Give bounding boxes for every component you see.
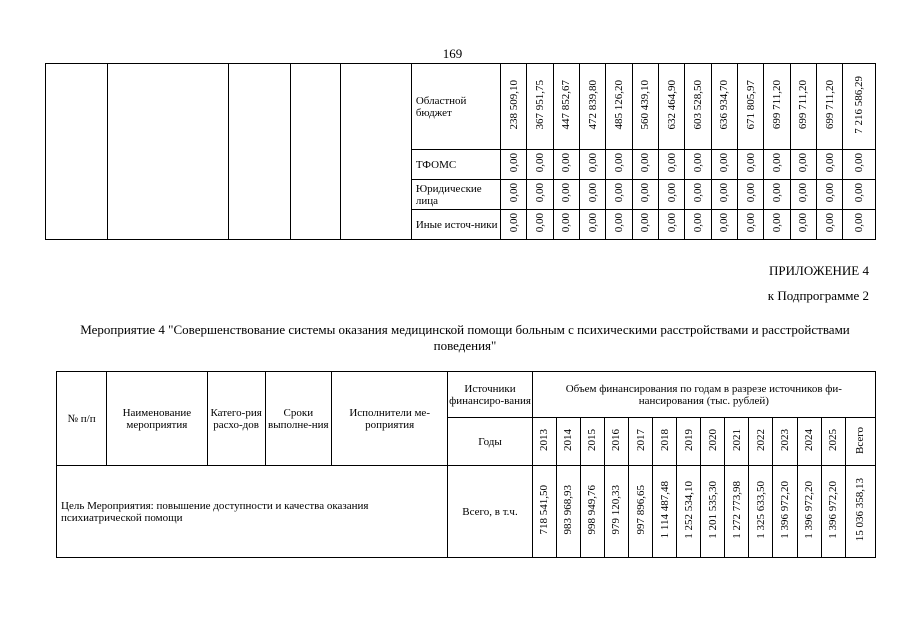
header-terms: Сроки выполне-ния xyxy=(265,372,331,466)
value-cell: 0,00 xyxy=(790,150,816,180)
value-cell: 1 201 535,30 xyxy=(701,466,725,558)
appendix-title: ПРИЛОЖЕНИЕ 4 xyxy=(769,263,869,278)
value-cell: 560 439,10 xyxy=(632,64,658,150)
goal-source: Всего, в т.ч. xyxy=(448,466,532,558)
empty-cell xyxy=(340,64,411,240)
value-cell: 0,00 xyxy=(790,210,816,240)
value-cell: 0,00 xyxy=(632,180,658,210)
value-cell: 0,00 xyxy=(764,180,790,210)
header-years-label: Годы xyxy=(448,418,532,466)
value-cell: 0,00 xyxy=(580,210,606,240)
value-cell: 447 852,67 xyxy=(553,64,579,150)
header-sources: Источники финансиро-вания xyxy=(448,372,532,418)
value-cell: 0,00 xyxy=(580,150,606,180)
year-header-total: Всего xyxy=(845,418,875,466)
value-cell: 699 711,20 xyxy=(764,64,790,150)
value-cell: 1 396 972,20 xyxy=(821,466,845,558)
value-cell: 632 464,90 xyxy=(659,64,685,150)
value-cell: 0,00 xyxy=(501,180,527,210)
value-cell: 1 325 633,50 xyxy=(749,466,773,558)
year-header: 2021 xyxy=(725,418,749,466)
appendix-subtitle: к Подпрограмме 2 xyxy=(767,288,869,303)
value-cell: 636 934,70 xyxy=(711,64,737,150)
value-cell: 0,00 xyxy=(738,180,764,210)
source-label: Иные источ-ники xyxy=(411,210,500,240)
activity-title: Мероприятие 4 "Совершенствование системы оказания медицинской помощи больным с психическими расстройствами и расстройствами поведения" xyxy=(80,322,850,353)
year-header: 2018 xyxy=(653,418,677,466)
value-cell: 0,00 xyxy=(659,150,685,180)
year-header: 2013 xyxy=(532,418,556,466)
value-cell: 0,00 xyxy=(553,210,579,240)
value-cell: 0,00 xyxy=(790,180,816,210)
total-cell: 0,00 xyxy=(843,180,876,210)
value-cell: 671 805,97 xyxy=(738,64,764,150)
value-cell: 0,00 xyxy=(711,180,737,210)
value-cell: 238 509,10 xyxy=(501,64,527,150)
total-cell: 15 036 358,13 xyxy=(845,466,875,558)
value-cell: 998 949,76 xyxy=(580,466,604,558)
value-cell: 0,00 xyxy=(553,150,579,180)
goal-text: Цель Мероприятия: повышение доступности и качества оказания психиатрической помощи xyxy=(57,466,448,558)
source-label: ТФОМС xyxy=(411,150,500,180)
activity-financing-table xyxy=(56,371,876,558)
value-cell: 0,00 xyxy=(738,150,764,180)
value-cell: 1 272 773,98 xyxy=(725,466,749,558)
value-cell: 983 968,93 xyxy=(556,466,580,558)
header-executors: Исполнители ме-роприятия xyxy=(331,372,447,466)
source-label: Юридические лица xyxy=(411,180,500,210)
empty-cell xyxy=(291,64,341,240)
value-cell: 0,00 xyxy=(764,150,790,180)
value-cell: 0,00 xyxy=(685,210,711,240)
value-cell: 718 541,50 xyxy=(532,466,556,558)
header-name: Наименование мероприятия xyxy=(107,372,207,466)
value-cell: 0,00 xyxy=(527,180,553,210)
table-row xyxy=(57,466,876,558)
value-cell: 0,00 xyxy=(711,150,737,180)
value-cell: 1 396 972,20 xyxy=(797,466,821,558)
value-cell: 699 711,20 xyxy=(790,64,816,150)
top-financing-table xyxy=(45,63,876,240)
value-cell: 0,00 xyxy=(527,210,553,240)
year-header: 2025 xyxy=(821,418,845,466)
value-cell: 0,00 xyxy=(632,210,658,240)
header-num: № п/п xyxy=(57,372,107,466)
total-cell: 0,00 xyxy=(843,150,876,180)
value-cell: 0,00 xyxy=(527,150,553,180)
value-cell: 0,00 xyxy=(685,150,711,180)
value-cell: 0,00 xyxy=(711,210,737,240)
value-cell: 0,00 xyxy=(580,180,606,210)
year-header: 2016 xyxy=(604,418,628,466)
year-header: 2014 xyxy=(556,418,580,466)
value-cell: 0,00 xyxy=(553,180,579,210)
value-cell: 1 114 487,48 xyxy=(653,466,677,558)
header-volume: Объем финансирования по годам в разрезе источников фи-нансирования (тыс. рублей) xyxy=(532,372,875,418)
value-cell: 0,00 xyxy=(501,210,527,240)
source-label: Областной бюджет xyxy=(411,64,500,150)
value-cell: 0,00 xyxy=(606,150,632,180)
year-header: 2024 xyxy=(797,418,821,466)
value-cell: 0,00 xyxy=(738,210,764,240)
year-header: 2020 xyxy=(701,418,725,466)
year-header: 2015 xyxy=(580,418,604,466)
value-cell: 979 120,33 xyxy=(604,466,628,558)
value-cell: 0,00 xyxy=(659,180,685,210)
page-number: 169 xyxy=(442,46,463,61)
total-cell: 0,00 xyxy=(843,210,876,240)
total-cell: 7 216 586,29 xyxy=(843,64,876,150)
empty-cell xyxy=(229,64,291,240)
empty-cell xyxy=(46,64,108,240)
value-cell: 0,00 xyxy=(606,180,632,210)
value-cell: 485 126,20 xyxy=(606,64,632,150)
year-header: 2022 xyxy=(749,418,773,466)
value-cell: 367 951,75 xyxy=(527,64,553,150)
value-cell: 997 896,65 xyxy=(628,466,652,558)
value-cell: 0,00 xyxy=(764,210,790,240)
value-cell: 699 711,20 xyxy=(817,64,843,150)
value-cell: 603 528,50 xyxy=(685,64,711,150)
value-cell: 0,00 xyxy=(501,150,527,180)
value-cell: 1 396 972,20 xyxy=(773,466,797,558)
value-cell: 0,00 xyxy=(632,150,658,180)
year-header: 2017 xyxy=(628,418,652,466)
table-row xyxy=(46,64,876,150)
value-cell: 0,00 xyxy=(817,210,843,240)
value-cell: 0,00 xyxy=(817,150,843,180)
value-cell: 0,00 xyxy=(817,180,843,210)
year-header: 2023 xyxy=(773,418,797,466)
value-cell: 0,00 xyxy=(659,210,685,240)
value-cell: 0,00 xyxy=(606,210,632,240)
value-cell: 472 839,80 xyxy=(580,64,606,150)
value-cell: 0,00 xyxy=(685,180,711,210)
header-row xyxy=(57,372,876,418)
value-cell: 1 252 534,10 xyxy=(677,466,701,558)
empty-cell xyxy=(107,64,229,240)
year-header: 2019 xyxy=(677,418,701,466)
header-category: Катего-рия расхо-дов xyxy=(207,372,265,466)
